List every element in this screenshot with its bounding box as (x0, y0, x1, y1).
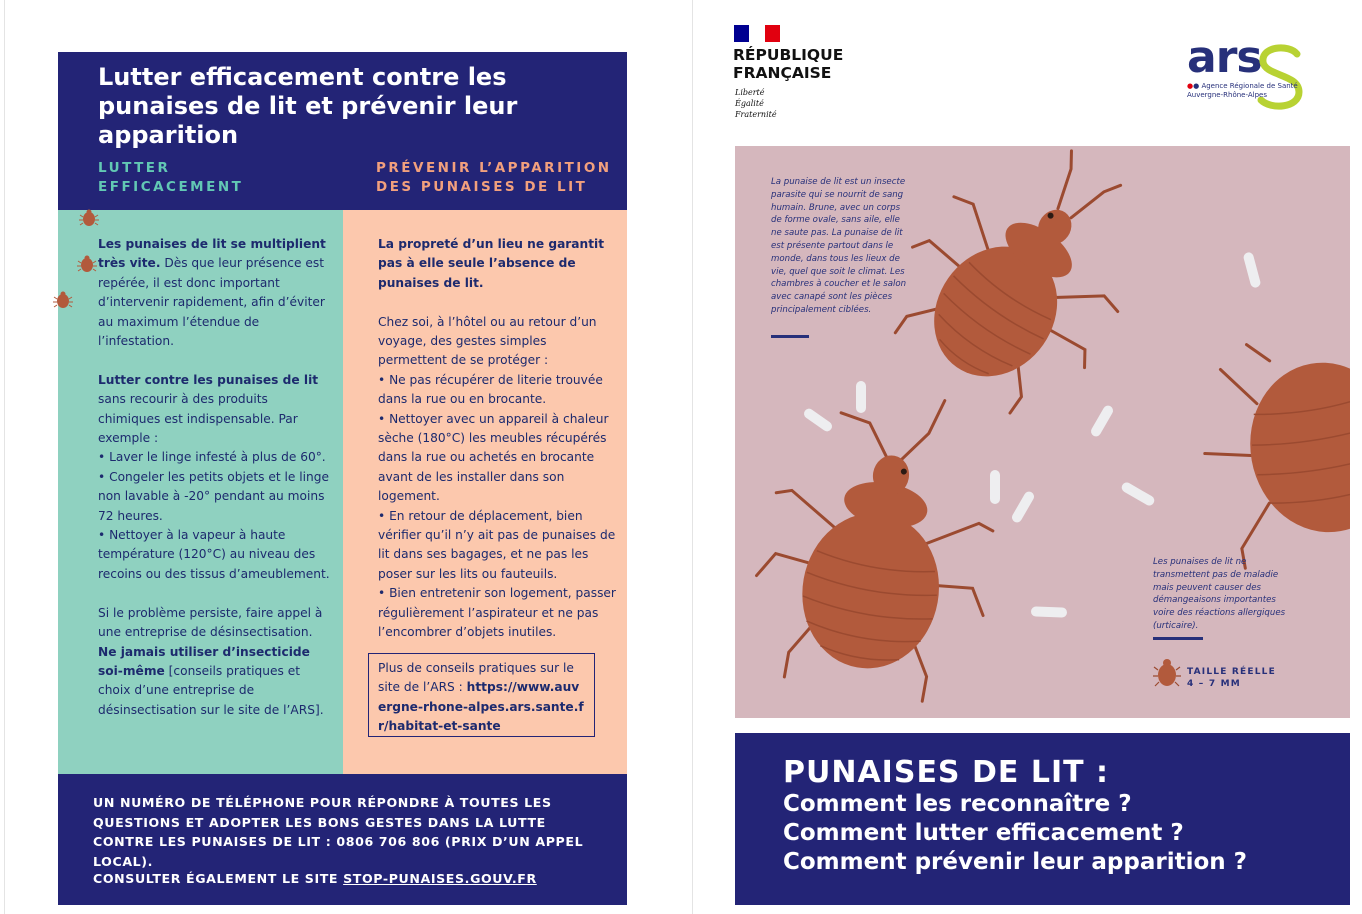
ars-s-icon (1249, 44, 1309, 112)
bedbug-icon (53, 290, 73, 310)
republique-francaise-logo (733, 24, 873, 124)
egg-shape (1243, 251, 1262, 288)
stop-punaises-line: CONSULTER ÉGALEMENT LE SITE STOP-PUNAISES.GOUV.FR (93, 871, 537, 886)
ars-logo (1187, 32, 1317, 114)
egg-shape (802, 407, 834, 434)
divider (771, 335, 809, 338)
col2-bullet: • Nettoyer avec un appareil à chaleur sèche (180°C) les meubles récupérés dans la rue ou achetés en brocante avant de les installer dans son logement. (378, 411, 609, 504)
col2-paragraph-1: La propreté d’un lieu ne garantit pas à elle seule l’absence de punaises de lit. (378, 237, 605, 290)
col-prevenir (343, 210, 627, 774)
bedbug-icon (867, 146, 1182, 433)
info-box-text: Plus de conseils pratiques sur le site de l’ARS : (378, 661, 574, 695)
egg-shape (1120, 481, 1156, 508)
egg-shape (1031, 606, 1067, 617)
col1-text (98, 235, 330, 740)
description-text-2: Les punaises de lit ne transmettent pas de maladie mais peuvent causer des démangeaisons importantes voire des réactions allergiques (urticaire). (1153, 557, 1286, 631)
page-title: Lutter efficacement contre les punaises de lit et prévenir leur apparition (98, 63, 518, 149)
rf-name: RÉPUBLIQUE FRANÇAISE (733, 46, 844, 82)
ars-subtitle: ●● Agence Régionale de Santé Auvergne-Rhône-Alpes (1187, 82, 1298, 99)
divider (1153, 637, 1203, 640)
col2-heading: PRÉVENIR L’APPARITION DES PUNAISES DE LIT (376, 160, 612, 195)
col1-heading: LUTTER EFFICACEMENT (98, 160, 244, 195)
question-2: Comment lutter efficacement ? (783, 820, 1184, 846)
phone-info: UN NUMÉRO DE TÉLÉPHONE POUR RÉPONDRE À TOUTES LES QUESTIONS ET ADOPTER LES BONS GESTES DANS LA LUTTE CONTRE LES PUNAISES DE LIT : 0806 706 806 (PRIX D’UN APPEL LOCAL). (93, 795, 584, 869)
col-lutter (58, 210, 343, 774)
col2-text (378, 235, 616, 662)
egg-shape (1010, 490, 1036, 524)
col2-bullet: • En retour de déplacement, bien vérifier qu’il n’y ait pas de punaises de lit dans ses bagages, et ne pas les poser sur les lits ou fauteuils. (378, 508, 616, 581)
col1-paragraph-2: Lutter contre les punaises de lit sans recourir à des produits chimiques est indispensable. Par exemple : • Laver le linge infesté à plus de 60°. • Congeler les petits objets et le linge non lavable à -20° pendant au moins 72 heures. • Nettoyer à la vapeur à haute température (120°C) au niveau des recoins ou des tissus d’ameublement. (98, 372, 330, 581)
col2-paragraph-2: Chez soi, à l’hôtel ou au retour d’un voyage, des gestes simples permettent de se protéger : • Ne pas récupérer de literie trouvée dans la rue ou en brocante. • Nettoyer avec un appareil à chaleur sèche (180°C) les meubles récupérés dans la rue ou achetés en brocante avant de les installer dans son logement. • En retour de déplacement, bien vérifier qu’il n’y ait pas de punaises de lit dans ses bagages, et ne pas les poser sur les lits ou fauteuils. • Bien entretenir son logement, passer régulièrement l’aspirateur et ne pas l’encombrer d’objets inutiles. (378, 314, 616, 640)
real-size-label: TAILLE RÉELLE 4 – 7 MM (1187, 667, 1276, 689)
col1-bullet: • Nettoyer à la vapeur à haute température (120°C) au niveau des recoins ou des tissus d’ameublement. (98, 528, 330, 581)
bedbug-illustration (735, 146, 1350, 718)
cover-title: PUNAISES DE LIT : (783, 755, 1110, 790)
description-text-1: La punaise de lit est un insecte parasite qui se nourrit de sang humain. Brune, avec un corps de forme ovale, sans aile, elle ne saute pas. La punaise de lit est présente partout dans le monde, dans tous les lieux de vie, quel que soit le climat. Les chambres à coucher et le salon avec canapé sont les pièces principalement ciblées. (771, 177, 907, 315)
bedbug-icon (79, 208, 99, 228)
rf-motto: Liberté Égalité Fraternité (735, 88, 777, 119)
bedbug-icon (77, 254, 97, 274)
col1-bullet: • Laver le linge infesté à plus de 60°. (98, 450, 326, 465)
egg-shape (856, 381, 866, 413)
ars-wordmark: ars (1187, 32, 1262, 83)
question-3: Comment prévenir leur apparition ? (783, 849, 1247, 875)
bedbug-icon (1153, 659, 1181, 686)
left-page (4, 0, 681, 914)
col1-bullet: • Congeler les petits objets et le linge non lavable à -20° pendant au moins 72 heures. (98, 469, 329, 523)
col2-bullet: • Ne pas récupérer de literie trouvée dans la rue ou en brocante. (378, 372, 603, 407)
right-page (692, 0, 1362, 914)
stop-punaises-link[interactable]: STOP-PUNAISES.GOUV.FR (343, 871, 537, 886)
footer-band (58, 774, 627, 905)
flag-icon (734, 25, 780, 42)
bedbug-icon (1187, 321, 1350, 572)
col2-bullet: • Bien entretenir son logement, passer régulièrement l’aspirateur et ne pas l’encombrer d’objets inutiles. (378, 586, 616, 640)
bedbug-icon (740, 374, 1019, 709)
question-1: Comment les reconnaître ? (783, 791, 1132, 817)
col1-paragraph-1: Les punaises de lit se multiplient très vite. Dès que leur présence est repérée, il est donc important d’intervenir rapidement, afin d’éviter au maximum l’étendue de l’infestation. (98, 237, 326, 349)
header-band (58, 52, 627, 210)
ars-link[interactable]: https://www.auvergne-rhone-alpes.ars.sante.fr/habitat-et-sante (378, 680, 584, 734)
cover-title-box (735, 733, 1350, 905)
egg-shape (990, 470, 1000, 504)
info-box (368, 653, 595, 737)
col1-paragraph-3: Si le problème persiste, faire appel à une entreprise de désinsectisation. Ne jamais utiliser d’insecticide soi-même [conseils pratiques et choix d’une entreprise de désinsectisation sur le site de l’ARS]. (98, 605, 324, 717)
egg-shape (1089, 404, 1115, 438)
